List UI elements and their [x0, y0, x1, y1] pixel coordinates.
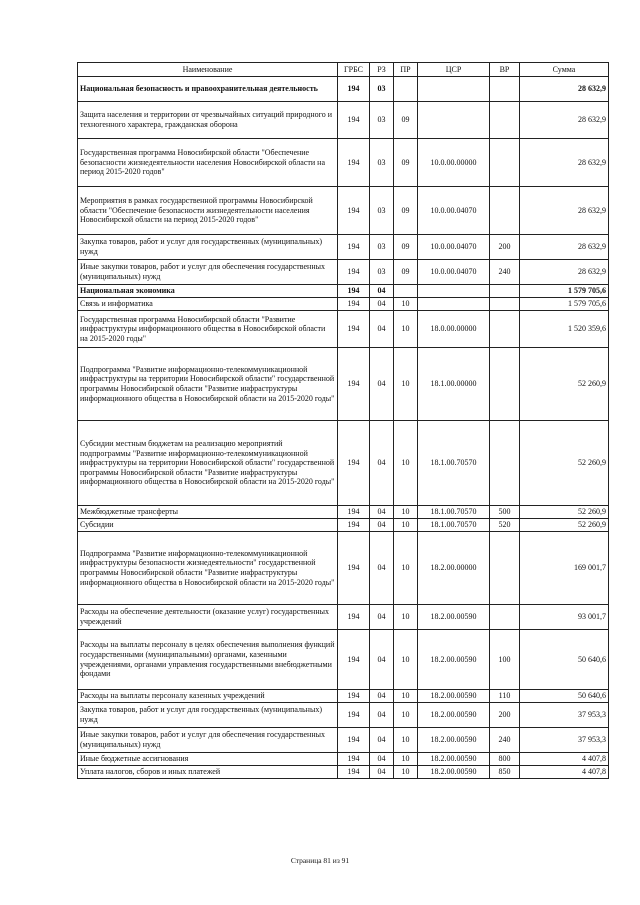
- cell-pr: 10: [394, 703, 418, 728]
- cell-csr: 18.2.00.00590: [418, 703, 490, 728]
- cell-name: Закупка товаров, работ и услуг для государственных (муниципальных) нужд: [78, 235, 338, 260]
- cell-name: Государственная программа Новосибирской области "Обеспечение безопасности жизнедеятельности населения Новосибирской области на период 2015-2020 годов": [78, 139, 338, 187]
- cell-csr: 18.1.00.70570: [418, 421, 490, 506]
- cell-csr: 10.0.00.04070: [418, 187, 490, 235]
- cell-vr: 520: [490, 519, 520, 532]
- cell-vr: [490, 139, 520, 187]
- cell-grbs: 194: [338, 311, 370, 348]
- table-row: [78, 519, 609, 532]
- cell-sum: 28 632,9: [520, 77, 609, 102]
- cell-pr: 10: [394, 298, 418, 311]
- cell-rz: 03: [370, 260, 394, 285]
- cell-name: Иные закупки товаров, работ и услуг для обеспечения государственных (муниципальных) нужд: [78, 728, 338, 753]
- cell-name: Связь и информатика: [78, 298, 338, 311]
- cell-name: Субсидии: [78, 519, 338, 532]
- table-row: [78, 703, 609, 728]
- cell-grbs: 194: [338, 348, 370, 421]
- cell-sum: 1 520 359,6: [520, 311, 609, 348]
- table-row: [78, 605, 609, 630]
- cell-vr: 200: [490, 235, 520, 260]
- cell-grbs: 194: [338, 139, 370, 187]
- cell-csr: 18.2.00.00000: [418, 532, 490, 605]
- cell-pr: 09: [394, 187, 418, 235]
- table-row: [78, 298, 609, 311]
- cell-pr: 10: [394, 728, 418, 753]
- cell-csr: 10.0.00.04070: [418, 260, 490, 285]
- budget-table: [77, 62, 609, 779]
- cell-name: Иные бюджетные ассигнования: [78, 753, 338, 766]
- cell-pr: 10: [394, 348, 418, 421]
- page-number: Страница 81 из 91: [290, 856, 350, 865]
- cell-pr: 09: [394, 260, 418, 285]
- cell-vr: [490, 102, 520, 139]
- cell-vr: 100: [490, 630, 520, 690]
- cell-pr: [394, 285, 418, 298]
- cell-name: Подпрограмма "Развитие информационно-телекоммуникационной инфраструктуры безопасности жизнедеятельности" государственной программы Новосибирской области "Развитие инфраструктуры информационного общества в Новосибирской области на 2015-2020 годы": [78, 532, 338, 605]
- cell-grbs: 194: [338, 506, 370, 519]
- cell-vr: 500: [490, 506, 520, 519]
- cell-sum: 28 632,9: [520, 260, 609, 285]
- table-row: [78, 187, 609, 235]
- cell-rz: 03: [370, 187, 394, 235]
- cell-rz: 03: [370, 77, 394, 102]
- cell-name: Иные закупки товаров, работ и услуг для обеспечения государственных (муниципальных) нужд: [78, 260, 338, 285]
- cell-pr: 10: [394, 690, 418, 703]
- cell-sum: 28 632,9: [520, 187, 609, 235]
- cell-sum: 93 001,7: [520, 605, 609, 630]
- table-row: [78, 532, 609, 605]
- cell-grbs: 194: [338, 102, 370, 139]
- cell-grbs: 194: [338, 519, 370, 532]
- cell-rz: 04: [370, 605, 394, 630]
- table-row: [78, 139, 609, 187]
- cell-grbs: 194: [338, 605, 370, 630]
- cell-csr: [418, 102, 490, 139]
- cell-sum: 50 640,6: [520, 630, 609, 690]
- cell-sum: 37 953,3: [520, 703, 609, 728]
- header-pr: ПР: [394, 63, 418, 77]
- table-row: [78, 102, 609, 139]
- cell-vr: [490, 298, 520, 311]
- cell-csr: 18.1.00.00000: [418, 348, 490, 421]
- cell-csr: 18.2.00.00590: [418, 690, 490, 703]
- cell-rz: 04: [370, 532, 394, 605]
- cell-grbs: 194: [338, 532, 370, 605]
- header-name: Наименование: [78, 63, 338, 77]
- cell-csr: [418, 285, 490, 298]
- cell-rz: 04: [370, 630, 394, 690]
- cell-sum: 1 579 705,6: [520, 298, 609, 311]
- cell-rz: 04: [370, 506, 394, 519]
- cell-sum: 1 579 705,6: [520, 285, 609, 298]
- cell-pr: 10: [394, 766, 418, 779]
- cell-csr: 18.2.00.00590: [418, 630, 490, 690]
- table-row: [78, 235, 609, 260]
- cell-name: Государственная программа Новосибирской области "Развитие инфраструктуры информационного общества в Новосибирской области на 2015-2020 годы": [78, 311, 338, 348]
- cell-name: Межбюджетные трансферты: [78, 506, 338, 519]
- cell-pr: 10: [394, 605, 418, 630]
- cell-csr: [418, 298, 490, 311]
- cell-sum: 28 632,9: [520, 139, 609, 187]
- cell-rz: 04: [370, 753, 394, 766]
- cell-sum: 52 260,9: [520, 421, 609, 506]
- cell-rz: 04: [370, 421, 394, 506]
- cell-name: Национальная экономика: [78, 285, 338, 298]
- cell-sum: 28 632,9: [520, 102, 609, 139]
- cell-name: Расходы на выплаты персоналу казенных учреждений: [78, 690, 338, 703]
- header-grbs: ГРБС: [338, 63, 370, 77]
- cell-vr: [490, 348, 520, 421]
- cell-grbs: 194: [338, 753, 370, 766]
- cell-rz: 04: [370, 298, 394, 311]
- cell-name: Уплата налогов, сборов и иных платежей: [78, 766, 338, 779]
- cell-vr: 240: [490, 728, 520, 753]
- cell-rz: 04: [370, 285, 394, 298]
- cell-rz: 04: [370, 728, 394, 753]
- table-row: [78, 348, 609, 421]
- cell-pr: 09: [394, 139, 418, 187]
- table-row: [78, 285, 609, 298]
- cell-grbs: 194: [338, 728, 370, 753]
- cell-rz: 03: [370, 102, 394, 139]
- cell-csr: [418, 77, 490, 102]
- cell-sum: 52 260,9: [520, 519, 609, 532]
- cell-vr: 200: [490, 703, 520, 728]
- cell-vr: [490, 605, 520, 630]
- cell-grbs: 194: [338, 235, 370, 260]
- cell-grbs: 194: [338, 298, 370, 311]
- cell-grbs: 194: [338, 421, 370, 506]
- cell-grbs: 194: [338, 703, 370, 728]
- cell-sum: 50 640,6: [520, 690, 609, 703]
- table-row: [78, 260, 609, 285]
- cell-name: Подпрограмма "Развитие информационно-телекоммуникационной инфраструктуры на территории Новосибирской области" государственной программы Новосибирской области "Развитие инфраструктуры информационного общества в Новосибирской области на 2015-2020 годы": [78, 348, 338, 421]
- cell-rz: 03: [370, 235, 394, 260]
- cell-sum: 52 260,9: [520, 348, 609, 421]
- table-row: [78, 690, 609, 703]
- cell-grbs: 194: [338, 766, 370, 779]
- cell-name: Закупка товаров, работ и услуг для государственных (муниципальных) нужд: [78, 703, 338, 728]
- cell-vr: [490, 311, 520, 348]
- cell-grbs: 194: [338, 77, 370, 102]
- cell-vr: [490, 187, 520, 235]
- table-row: [78, 421, 609, 506]
- cell-rz: 04: [370, 690, 394, 703]
- cell-rz: 03: [370, 139, 394, 187]
- cell-pr: 10: [394, 519, 418, 532]
- cell-sum: 28 632,9: [520, 235, 609, 260]
- cell-csr: 10.0.00.00000: [418, 139, 490, 187]
- header-vr: ВР: [490, 63, 520, 77]
- cell-name: Расходы на выплаты персоналу в целях обеспечения выполнения функций государственными (муниципальными) органами, казенными учреждениями, органами управления государственными внебюджетными фондами: [78, 630, 338, 690]
- cell-grbs: 194: [338, 285, 370, 298]
- cell-sum: 4 407,8: [520, 753, 609, 766]
- cell-csr: 18.0.00.00000: [418, 311, 490, 348]
- cell-rz: 04: [370, 703, 394, 728]
- cell-rz: 04: [370, 766, 394, 779]
- header-sum: Сумма: [520, 63, 609, 77]
- cell-sum: 169 001,7: [520, 532, 609, 605]
- cell-csr: 18.2.00.00590: [418, 753, 490, 766]
- cell-vr: 800: [490, 753, 520, 766]
- table-row: [78, 766, 609, 779]
- cell-sum: 52 260,9: [520, 506, 609, 519]
- table-header-row: [78, 63, 609, 77]
- cell-name: Национальная безопасность и правоохранительная деятельность: [78, 77, 338, 102]
- cell-sum: 37 953,3: [520, 728, 609, 753]
- cell-csr: 18.2.00.00590: [418, 766, 490, 779]
- cell-sum: 4 407,8: [520, 766, 609, 779]
- cell-vr: [490, 77, 520, 102]
- cell-vr: [490, 285, 520, 298]
- cell-csr: 18.1.00.70570: [418, 506, 490, 519]
- table-row: [78, 506, 609, 519]
- cell-name: Мероприятия в рамках государственной программы Новосибирской области "Обеспечение безопасности жизнедеятельности населения Новосибирской области на период 2015-2020 годов": [78, 187, 338, 235]
- cell-name: Защита населения и территории от чрезвычайных ситуаций природного и техногенного характера, гражданская оборона: [78, 102, 338, 139]
- cell-csr: 18.2.00.00590: [418, 605, 490, 630]
- cell-rz: 04: [370, 311, 394, 348]
- table-row: [78, 311, 609, 348]
- cell-pr: [394, 77, 418, 102]
- cell-rz: 04: [370, 348, 394, 421]
- cell-vr: [490, 532, 520, 605]
- cell-grbs: 194: [338, 690, 370, 703]
- cell-csr: 10.0.00.04070: [418, 235, 490, 260]
- table-row: [78, 728, 609, 753]
- cell-name: Расходы на обеспечение деятельности (оказание услуг) государственных учреждений: [78, 605, 338, 630]
- cell-pr: 10: [394, 421, 418, 506]
- table-row: [78, 753, 609, 766]
- table-row: [78, 77, 609, 102]
- cell-vr: 240: [490, 260, 520, 285]
- cell-grbs: 194: [338, 260, 370, 285]
- cell-pr: 09: [394, 235, 418, 260]
- table-body: [78, 77, 609, 779]
- cell-pr: 10: [394, 753, 418, 766]
- cell-vr: [490, 421, 520, 506]
- cell-csr: 18.1.00.70570: [418, 519, 490, 532]
- header-rz: РЗ: [370, 63, 394, 77]
- cell-csr: 18.2.00.00590: [418, 728, 490, 753]
- cell-vr: 850: [490, 766, 520, 779]
- cell-pr: 10: [394, 311, 418, 348]
- cell-grbs: 194: [338, 187, 370, 235]
- cell-grbs: 194: [338, 630, 370, 690]
- header-csr: ЦСР: [418, 63, 490, 77]
- cell-name: Субсидии местным бюджетам на реализацию мероприятий подпрограммы "Развитие информационно-телекоммуникационной инфраструктуры на территории Новосибирской области" государственной программы Новосибирской области "Развитие инфраструктуры информационного общества в Новосибирской области на 2015-2020 годы": [78, 421, 338, 506]
- cell-vr: 110: [490, 690, 520, 703]
- cell-pr: 10: [394, 506, 418, 519]
- cell-pr: 09: [394, 102, 418, 139]
- cell-pr: 10: [394, 532, 418, 605]
- table-row: [78, 630, 609, 690]
- cell-pr: 10: [394, 630, 418, 690]
- cell-rz: 04: [370, 519, 394, 532]
